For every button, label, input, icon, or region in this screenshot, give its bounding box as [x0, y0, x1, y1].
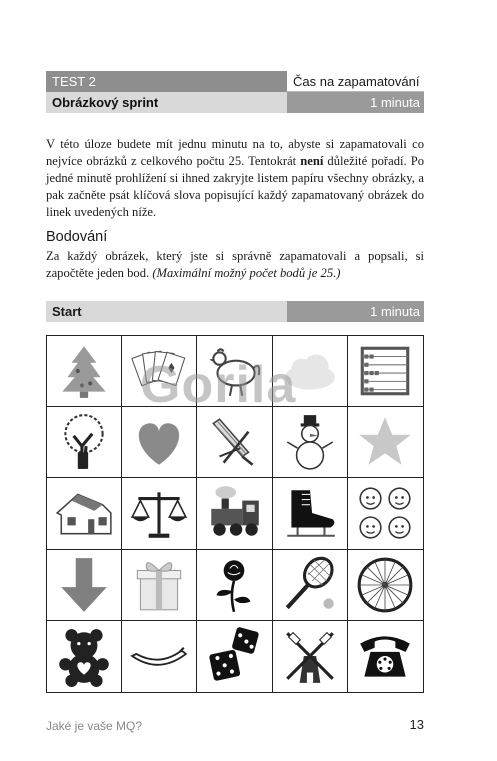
scoring-title: Bodování [46, 229, 108, 245]
scoring-text: Za každý obrázek, který jste si správně zapamatovali a popsali, si započtěte jeden bod. [46, 249, 424, 280]
test-duration: 1 minuta [287, 92, 424, 113]
ice-skate-icon [279, 482, 341, 544]
test-header-row [46, 71, 424, 92]
book-title: Jaké je vaše MQ? [46, 719, 143, 733]
scoring-max-note: (Maximální možný počet bodů je 25.) [152, 266, 341, 280]
locomotive-icon [203, 482, 265, 544]
grid-cell [47, 550, 122, 621]
intro-bold-word: není [300, 154, 324, 168]
hen-icon [203, 340, 265, 402]
banana-icon [128, 625, 190, 687]
bicycle-wheel-icon [354, 554, 416, 616]
telephone-icon [354, 625, 416, 687]
grid-cell [47, 336, 122, 407]
teddy-bear-icon [53, 625, 115, 687]
grid-cell [122, 621, 197, 692]
start-duration: 1 minuta [287, 301, 424, 322]
grid-cell [197, 621, 272, 692]
intro-paragraph [46, 136, 424, 221]
grid-cell [348, 407, 423, 478]
grid-cell [122, 407, 197, 478]
time-label: Čas na zapamatování [287, 71, 424, 92]
grid-cell [348, 336, 423, 407]
start-bar [46, 301, 424, 322]
heart-icon [128, 411, 190, 473]
deck-chair-icon [203, 411, 265, 473]
grid-cell [273, 336, 348, 407]
abacus-icon [354, 340, 416, 402]
grid-cell [348, 478, 423, 549]
grid-cell [197, 336, 272, 407]
playing-cards-icon [128, 340, 190, 402]
test-label: TEST 2 [46, 71, 287, 92]
start-label: Start [46, 301, 287, 322]
grid-cell [197, 478, 272, 549]
picture-grid [46, 335, 424, 693]
children-faces-icon [354, 482, 416, 544]
grid-cell [197, 550, 272, 621]
grid-cell [348, 621, 423, 692]
grid-cell [273, 407, 348, 478]
grid-cell [47, 621, 122, 692]
grid-cell [122, 336, 197, 407]
scales-icon [128, 482, 190, 544]
grid-cell [197, 407, 272, 478]
cloud-icon [279, 340, 341, 402]
star-icon [354, 411, 416, 473]
test-title-row [46, 92, 424, 113]
grid-cell [273, 478, 348, 549]
down-arrow-icon [53, 554, 115, 616]
windmill-icon [279, 625, 341, 687]
intro-text-end: důležité pořadí. Po jedné minutě prohlížení si ihned zakryjte listem papíru všechny obrázky, a pak začněte psát klíčová slova popisující každý zapamatovaný obrázek do linek uvedených níže. [46, 154, 424, 219]
publisher-watermark: Gorila [140, 356, 297, 414]
tennis-racket-icon [279, 554, 341, 616]
snowman-icon [279, 411, 341, 473]
test-title: Obrázkový sprint [46, 92, 287, 113]
page-number: 13 [409, 717, 424, 732]
dice-icon [203, 625, 265, 687]
grid-cell [273, 621, 348, 692]
grid-cell [348, 550, 423, 621]
scoring-paragraph [46, 248, 424, 282]
tree-icon [53, 411, 115, 473]
grid-cell [122, 550, 197, 621]
intro-text-start: V této úloze budete mít jednu minutu na to, abyste si zapamatovali co nejvíce obrázků z celkového počtu 25. Tentokrát [46, 137, 424, 168]
rose-icon [203, 554, 265, 616]
house-icon [53, 482, 115, 544]
grid-cell [47, 478, 122, 549]
grid-cell [122, 478, 197, 549]
gift-icon [128, 554, 190, 616]
christmas-tree-icon [53, 340, 115, 402]
grid-cell [47, 407, 122, 478]
grid-cell [273, 550, 348, 621]
test-header [46, 71, 424, 113]
